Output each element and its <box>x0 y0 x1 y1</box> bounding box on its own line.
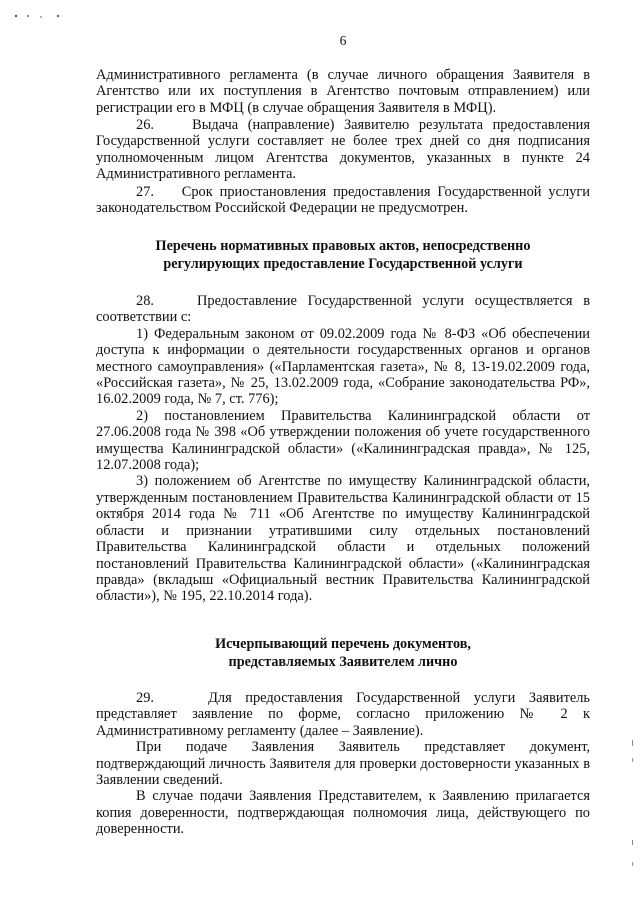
paragraph-28: 28. Предоставление Государственной услуги осуществляется в соответствии с: <box>96 293 590 326</box>
item-29-section <box>96 690 590 838</box>
intro-section <box>96 67 590 116</box>
section-heading-documents <box>96 636 590 671</box>
paragraph-submission: При подаче Заявления Заявитель представляет документ, подтверждающий личность Заявителя для проверки достоверности указанных в Заявлении сведений. <box>96 739 590 789</box>
item-26-section <box>96 117 590 183</box>
paragraph-representative: В случае подачи Заявления Представителем, к Заявлению прилагается копия доверенности, подтверждающая полномочия лица, действующего по доверенности. <box>96 788 590 838</box>
legal-act-1: 1) Федеральным законом от 09.02.2009 года № 8-ФЗ «Об обеспечении доступа к информации о деятельности государственных органов и органов местного самоуправления» («Парламентская газета», № 8, 13-19.02.2009 года, «Российская газета», № 25, 13.02.2009 года, «Собрание законодательства РФ», 16.02.2009 года, № 7, ст. 776); <box>96 325 590 408</box>
paragraph-26: 26. Выдача (направление) Заявителю результата предоставления Государственной услуги составляет не более трех дней со дня подписания уполномоченным лицом Агентства документов, указанных в пункте 24 Административного регламента. <box>96 117 590 183</box>
scan-edge-artifact <box>630 740 636 880</box>
heading-line: Исчерпывающий перечень документов, <box>215 636 471 652</box>
section-heading-legal-acts <box>96 238 590 273</box>
page-number: 6 <box>339 33 347 48</box>
legal-act-2: 2) постановлением Правительства Калининградской области от 27.06.2008 года № 398 «Об утверждении положения об учете государственного имущества Калининградской области» («Калининградская правда», № 125, 12.07.2008 года); <box>96 407 590 474</box>
intro-paragraph: Административного регламента (в случае личного обращения Заявителя в Агентство или их поступления в Агентство почтовым отправлением) или регистрации его в МФЦ (в случае обращения Заявителя в МФЦ). <box>96 67 590 116</box>
item-27-section <box>96 184 590 217</box>
heading-line: представляемых Заявителем лично <box>228 653 458 670</box>
paragraph-29: 29. Для предоставления Государственной услуги Заявитель представляет заявление по форме, согласно приложению № 2 к Административному регламенту (далее – Заявление). <box>96 690 590 739</box>
heading-line: регулирующих предоставление Государственной услуги <box>163 255 523 272</box>
legal-act-3: 3) положением об Агентстве по имуществу Калининградской области, утвержденным постановлением Правительства Калининградской области от 15 октября 2014 года № 711 «Об Агентстве по имуществу Калининградской области и признании утратившими силу отдельных постановлений Правительства Калининградской области и отдельных положений постановлений Правительства Калининградской области» («Калининградская правда» (вкладыш «Официальный вестник Правительства Калининградской области»), № 195, 22.10.2014 года). <box>96 473 590 605</box>
scan-artifact <box>14 13 64 19</box>
item-28-section <box>96 293 590 605</box>
heading-line: Перечень нормативных правовых актов, непосредственно <box>155 238 531 254</box>
paragraph-27: 27. Срок приостановления предоставления Государственной услуги законодательством Российской Федерации не предусмотрен. <box>96 184 590 217</box>
